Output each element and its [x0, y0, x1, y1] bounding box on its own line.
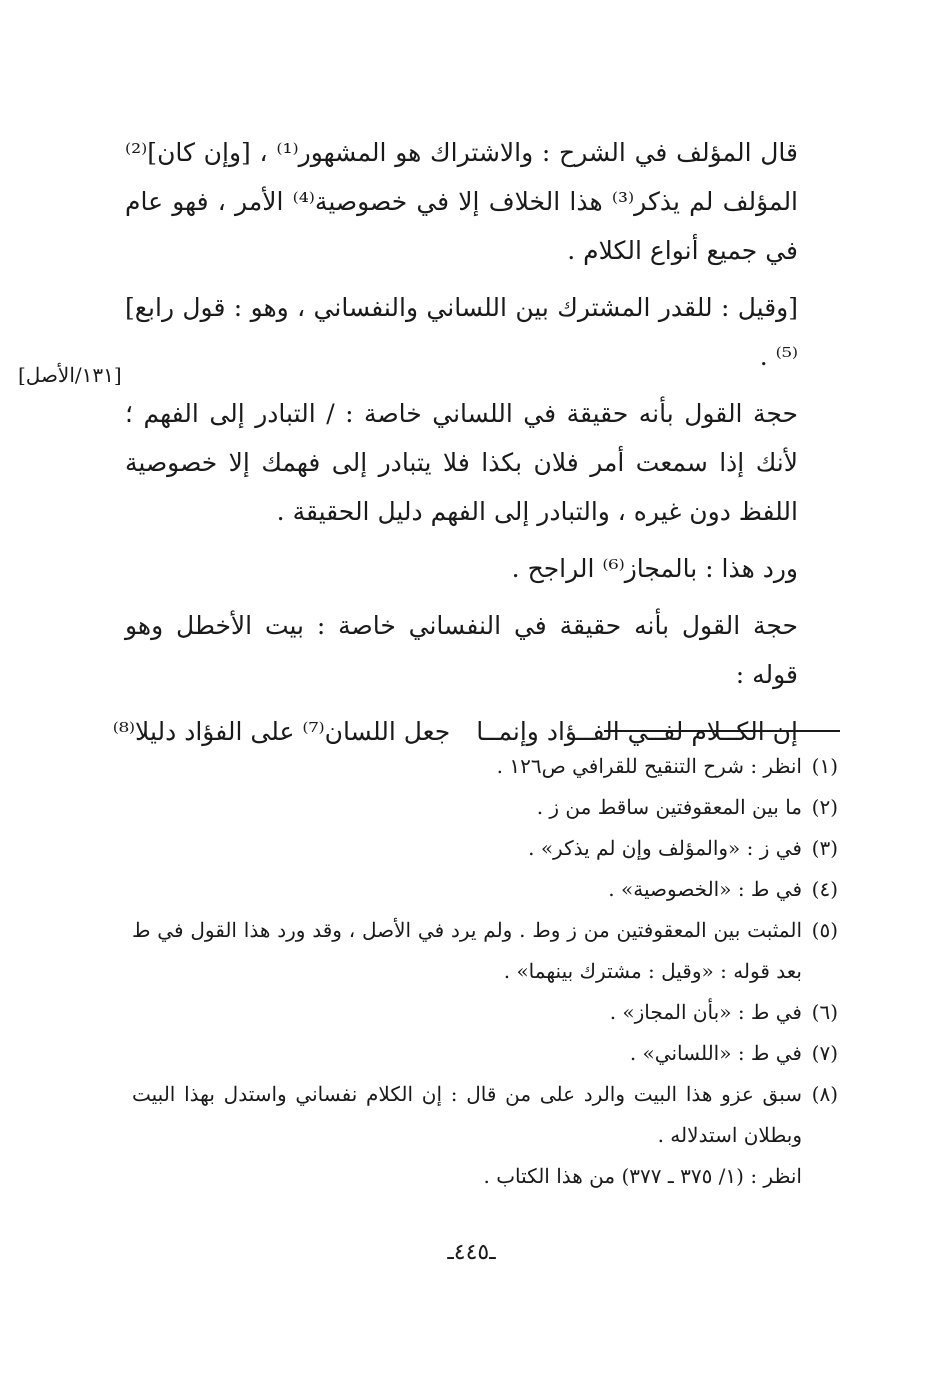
footnote-item: [132, 992, 838, 1033]
footnote-number: (٤): [811, 877, 838, 901]
footnote-text: انظر : شرح التنقيح للقرافي ص١٢٦ .: [496, 754, 802, 778]
footnote-number: (٦): [811, 1000, 838, 1024]
footnote-number: (٧): [811, 1041, 838, 1065]
paragraph-author-commentary: قال المؤلف في الشرح : والاشتراك هو المشهور⁽¹⁾ ، [وإن كان]⁽²⁾ المؤلف لم يذكر⁽³⁾ هذا الخلاف إلا في خصوصية⁽⁴⁾ الأمر ، فهو عام في جميع أنواع الكلام .: [125, 138, 799, 265]
footnote-text: في ط : «اللساني» .: [629, 1041, 802, 1065]
footnote-item: [132, 746, 838, 787]
margin-note-manuscript-page: [١٣١/الأصل]: [18, 363, 122, 387]
footnote-text: المثبت بين المعقوفتين من ز وط . ولم يرد في الأصل ، وقد ورد هذا القول في ط بعد قوله : «وقيل : مشترك بينهما» .: [132, 918, 803, 983]
footnote-text: سبق عزو هذا البيت والرد على من قال : إن الكلام نفساني واستدل بهذا البيت وبطلان استدلاله .: [132, 1082, 802, 1147]
footnote-item: [132, 869, 838, 910]
main-text: [112, 128, 840, 756]
footnote-text: في ز : «والمؤلف وإن لم يذكر» .: [528, 836, 802, 860]
footnote-item: [132, 910, 838, 992]
footnote-item: [132, 1033, 838, 1074]
verse-first-hemistich: إن الكــلام لفــي الفــؤاد وإنمــا: [476, 717, 798, 746]
footnote-text: في ط : «بأن المجاز» .: [609, 1000, 802, 1024]
paragraph-verbal-argument: حجة القول بأنه حقيقة في اللساني خاصة : / التبادر إلى الفهم ؛ لأنك إذا سمعت أمر فلان بكذا فلا يتبادر إلى فهمك إلا خصوصية اللفظ دون غيره ، والتبادر إلى الفهم دليل الحقيقة .: [125, 399, 798, 526]
footnote-number: (٥): [811, 918, 838, 942]
footnote-continuation: انظر : (١/ ٣٧٥ ـ ٣٧٧) من هذا الكتاب .: [483, 1164, 802, 1188]
footnote-text: ما بين المعقوفتين ساقط من ز .: [536, 795, 802, 819]
footnote-number: (١): [811, 754, 838, 778]
footnote-item: [132, 1074, 838, 1156]
paragraph-fourth-opinion: [وقيل : للقدر المشترك بين اللساني والنفساني ، وهو : قول رابع]⁽⁵⁾ .: [125, 293, 798, 371]
footnote-item: [132, 787, 838, 828]
page-number: ـ٤٤٥ـ: [447, 1240, 496, 1265]
footnote-separator: [604, 730, 840, 732]
verse-second-hemistich: جعل اللسان⁽⁷⁾ على الفؤاد دليلا⁽⁸⁾: [112, 717, 451, 746]
footnote-item: [132, 828, 838, 869]
footnote-text: في ط : «الخصوصية» .: [608, 877, 802, 901]
footnote-number: (٨): [811, 1082, 838, 1106]
footnotes: [132, 746, 838, 1197]
paragraph-rebuttal: ورد هذا : بالمجاز⁽⁶⁾ الراجح .: [511, 554, 798, 583]
footnote-number: (٣): [811, 836, 838, 860]
footnote-number: (٢): [811, 795, 838, 819]
paragraph-inner-argument: حجة القول بأنه حقيقة في النفساني خاصة : بيت الأخطل وهو قوله :: [125, 611, 798, 689]
